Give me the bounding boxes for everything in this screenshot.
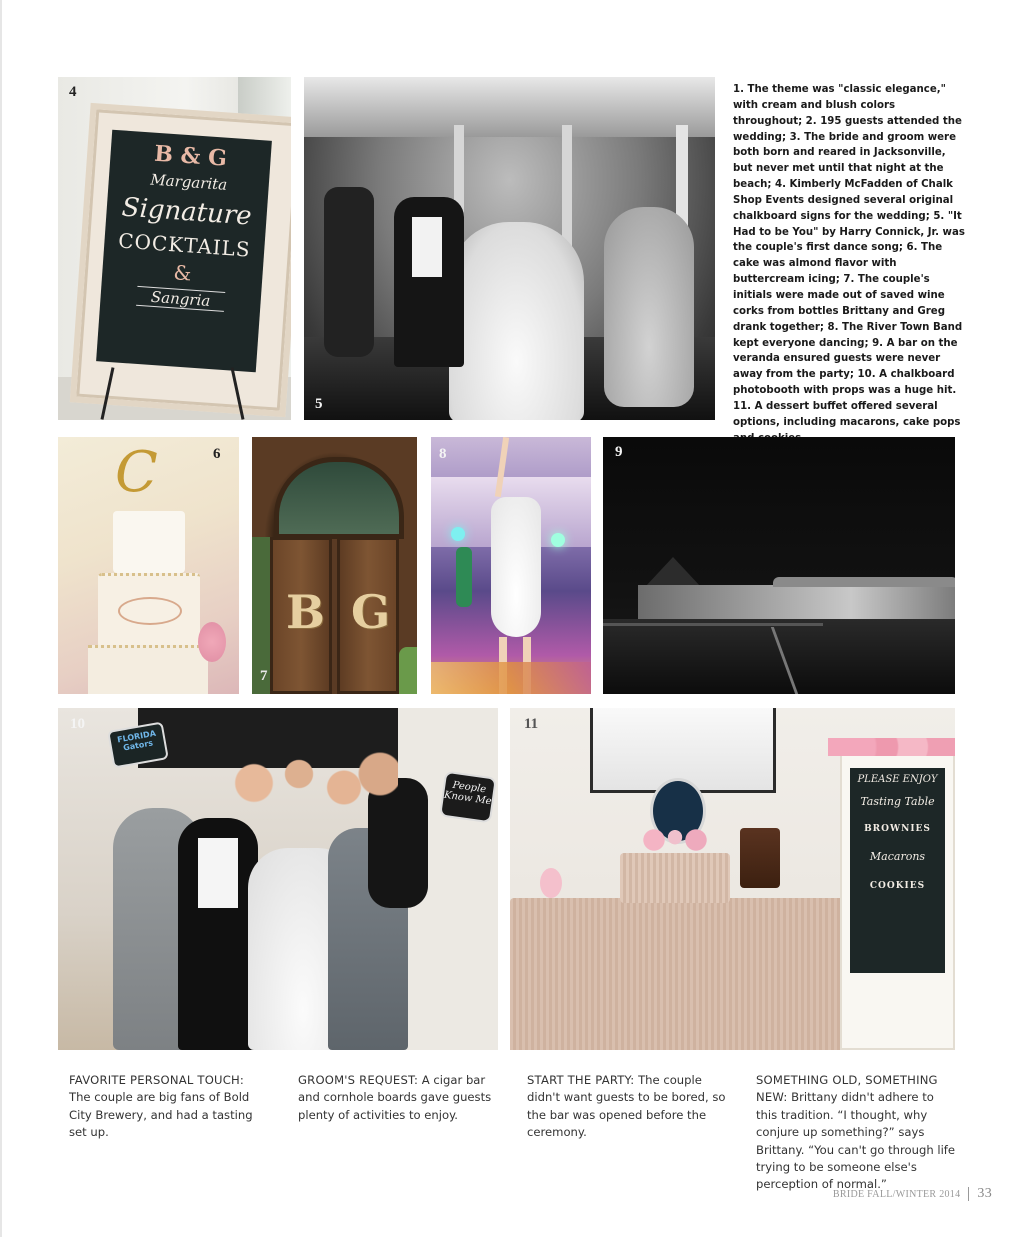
caption-text: A cigar bar and cornhole boards gave guests plenty of activities to enjoy. xyxy=(298,1073,492,1122)
signature-cocktails-chalkboard xyxy=(96,130,272,373)
photo-number-11: 11 xyxy=(524,716,539,732)
photo-7-door-cork-initials xyxy=(252,437,417,694)
page-edge xyxy=(0,0,2,1237)
dessert-chalkboard-sign xyxy=(850,768,945,973)
page-footer xyxy=(833,1186,992,1202)
caption-something-old-new xyxy=(756,1072,956,1194)
sign-signature: Signature xyxy=(120,192,253,232)
publication-name: BRIDE FALL/WINTER 2014 xyxy=(832,1188,961,1200)
sign-sangria: Sangria xyxy=(136,286,225,312)
caption-text: The couple didn't want guests to be bored, so the bar was opened before the ceremony. xyxy=(527,1073,726,1140)
photo-number-5: 5 xyxy=(315,396,323,412)
photo-number-8: 8 xyxy=(439,446,447,462)
photo-number-9: 9 xyxy=(615,444,623,460)
photo-9-night-veranda xyxy=(603,437,955,694)
caption-start-the-party xyxy=(527,1072,727,1142)
cork-letter-g: G xyxy=(351,585,391,639)
caption-text: The couple are big fans of Bold City Brewery, and had a tasting set up. xyxy=(69,1090,253,1140)
footer-divider xyxy=(968,1187,969,1201)
caption-lead: SOMETHING OLD, SOMETHING NEW: xyxy=(756,1073,938,1105)
sign-brownies: BROWNIES xyxy=(864,824,931,834)
page-number: 33 xyxy=(977,1186,992,1201)
photo-8-bride-dancing xyxy=(431,437,591,694)
sign-initials: B & G xyxy=(153,140,228,172)
photo-number-4: 4 xyxy=(69,84,77,100)
photo-10-chalkboard-photobooth xyxy=(58,708,498,1050)
prop-sign-people-know-me: People Know Me xyxy=(439,771,497,824)
sign-tasting-table: Tasting Table xyxy=(860,795,935,808)
sign-cookies: COOKIES xyxy=(869,881,926,891)
caption-personal-touch xyxy=(69,1072,269,1142)
sign-macarons: Macarons xyxy=(869,850,926,863)
photo-6-wedding-cake xyxy=(58,437,239,694)
sign-please-enjoy: PLEASE ENJOY xyxy=(857,774,938,785)
sign-margarita: Margarita xyxy=(149,170,228,194)
photo-number-10: 10 xyxy=(70,716,85,732)
photo-number-6: 6 xyxy=(213,446,221,462)
sign-cocktails: COCKTAILS xyxy=(117,228,252,262)
caption-lead: GROOM'S REQUEST: xyxy=(298,1073,419,1087)
caption-lead: FAVORITE PERSONAL TOUCH: xyxy=(69,1073,245,1087)
caption-grooms-request xyxy=(298,1072,498,1124)
caption-text: Brittany didn't adhere to this tradition. “I thought, why conjure up something?” says Brittany. “You can't go through life trying to be someone else's perception of normal.” xyxy=(756,1090,956,1192)
cork-letter-b: B xyxy=(286,585,325,639)
photo-11-dessert-buffet xyxy=(510,708,955,1050)
sign-ampersand: & xyxy=(172,260,193,286)
photo-number-7: 7 xyxy=(260,668,268,684)
cake-topper-initial: C xyxy=(115,440,158,505)
photo-4-signature-cocktails-sign xyxy=(58,77,291,420)
wedding-facts-list: 1. The theme was "classic elegance," with cream and blush colors throughout; 2. 195 guests attended the wedding; 3. The bride and groom were both born and reared in Jacksonville, but never met until that night at the beach; 4. Kimberly McFadden of Chalk Shop Events designed several original chalkboard signs for the wedding; 5. "It Had to be You" by Harry Connick, Jr. was the couple's first dance song; 6. The cake was almond flavor with buttercream icing; 7. The couple's initials were made out of saved wine corks from bottles Brittany and Greg drank together; 8. The River Town Band kept everyone dancing; 9. A bar on the veranda ensured guests were never away from the party; 10. A chalkboard photobooth with props was a huge hit. 11. A dessert buffet offered several options, including macarons, cake pops xyxy=(733,84,965,428)
prop-sign-gators: FLORIDA Gators xyxy=(107,721,169,768)
caption-lead: START THE PARTY: xyxy=(527,1073,635,1087)
photo-5-dance-floor xyxy=(304,77,715,420)
